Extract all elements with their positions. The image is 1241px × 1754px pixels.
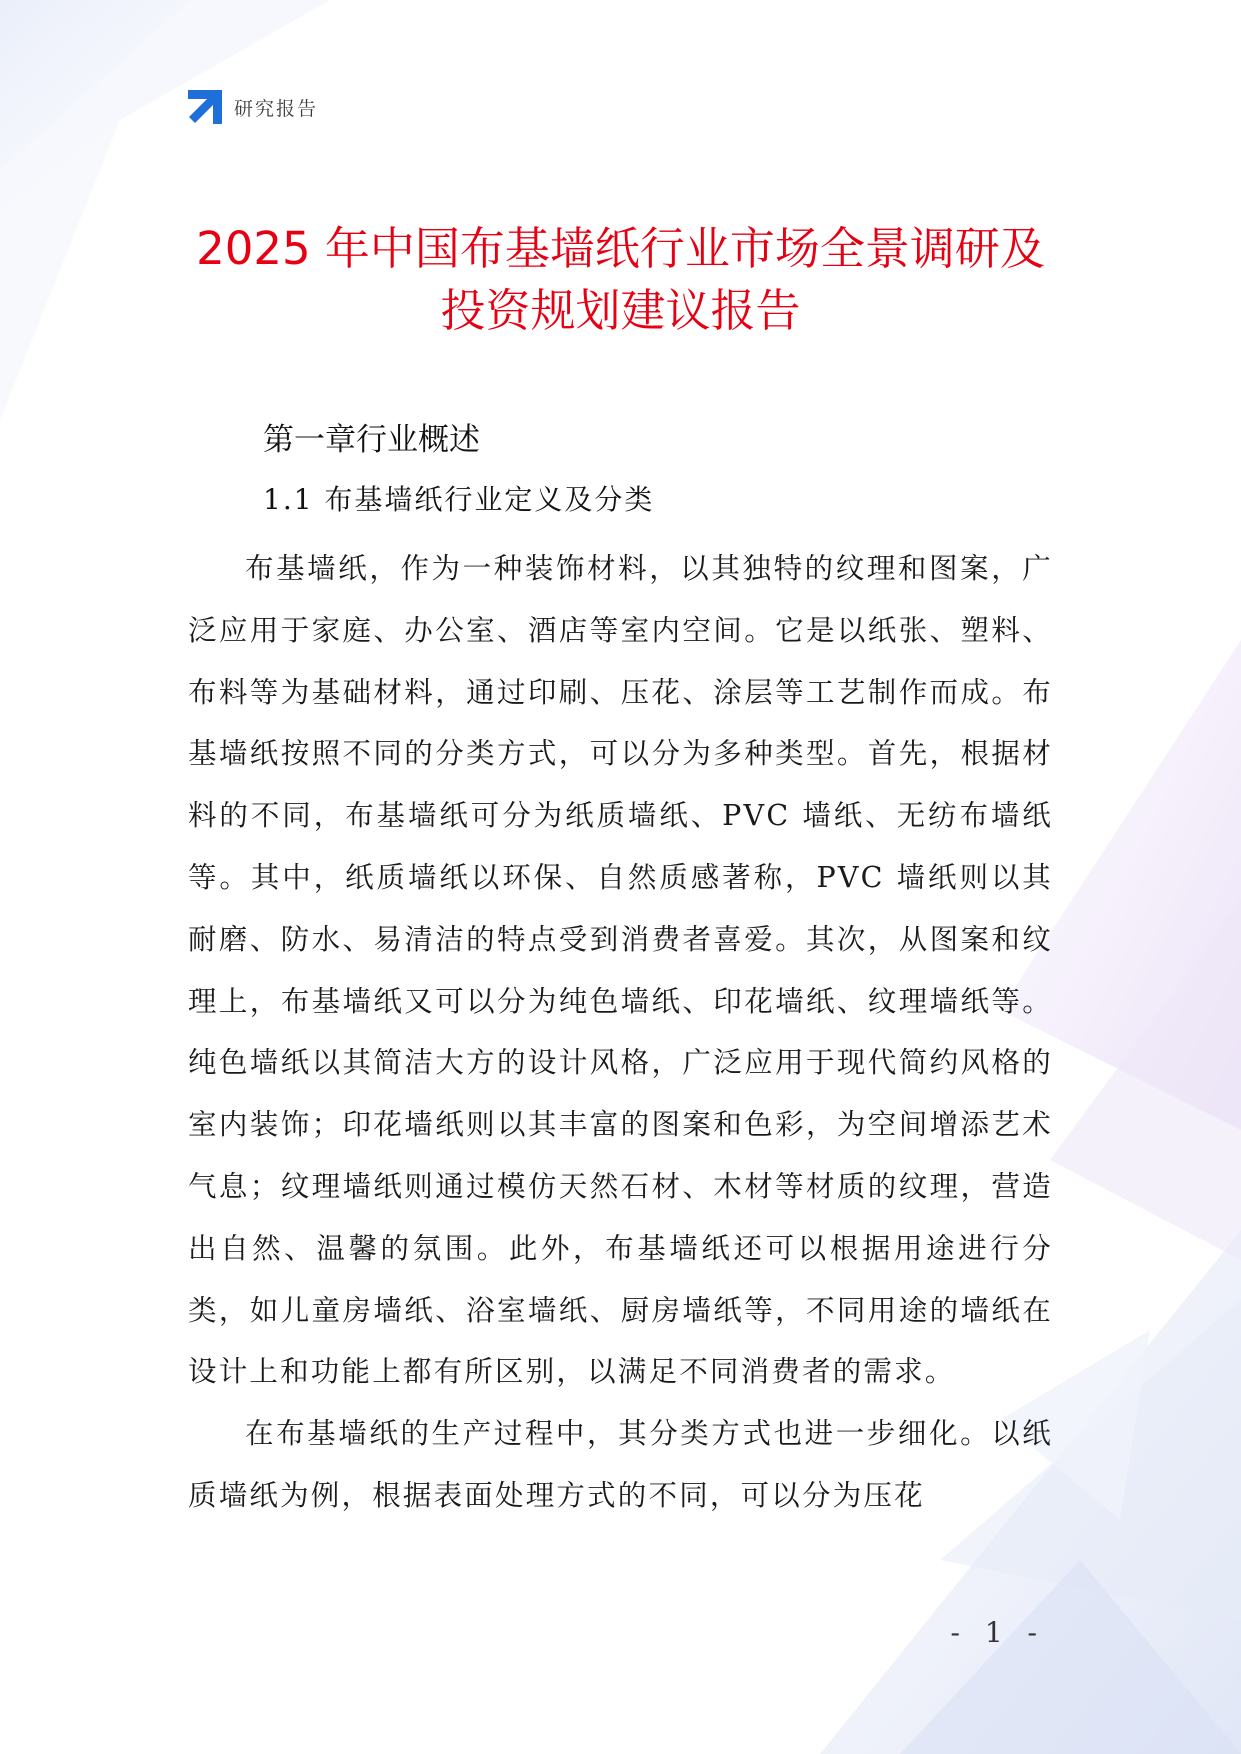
report-header <box>188 90 318 124</box>
paragraph: 在布基墙纸的生产过程中，其分类方式也进一步细化。以纸质墙纸为例，根据表面处理方式的不同，可以分为压花 <box>188 1417 1053 1512</box>
document-title <box>150 218 1091 342</box>
title-line-2: 投资规划建议报告 <box>440 284 801 337</box>
chapter-heading: 第一章行业概述 <box>263 422 480 458</box>
header-label: 研究报告 <box>234 97 319 120</box>
body-text <box>188 538 1053 1527</box>
page-number: - 1 - <box>950 1616 1045 1649</box>
paragraph: 布基墙纸，作为一种装饰材料，以其独特的纹理和图案，广泛应用于家庭、办公室、酒店等室内空间。它是以纸张、塑料、布料等为基础材料，通过印刷、压花、涂层等工艺制作而成。布基墙纸按照不同的分类方式，可以分为多种类型。首先，根据材料的不同，布基墙纸可分为纸质墙纸、PVC 墙纸、无纺布墙纸等。其中，纸质墙纸以环保、自然质感著称，PVC 墙纸则以其耐磨、防水、易清洁的特点受到消费者喜爱。其次，从图案和纹理上，布基墙纸又可以分为纯色墙纸、印花墙纸、纹理墙纸等。纯色墙纸以其简洁大方的设计风格，广泛应用于现代简约风格的室内装饰；印花墙纸则以其丰富的图案和色彩，为空间增添艺术气息；纹理墙纸则通过模仿天然石材、木材等材质的纹理，营造出自然、温馨的氛围。此外，布基墙纸还可以根据用途进行分类，如儿童房墙纸、浴室墙纸、厨房墙纸等，不同用途的墙纸在设计上和功能上都有所区别，以满足不同消费者的需求。 <box>188 552 1053 1389</box>
arrow-up-right-icon <box>188 90 222 124</box>
section-heading: 1.1 布基墙纸行业定义及分类 <box>263 483 655 516</box>
title-line-1: 2025 年中国布基墙纸行业市场全景调研及 <box>196 222 1045 275</box>
